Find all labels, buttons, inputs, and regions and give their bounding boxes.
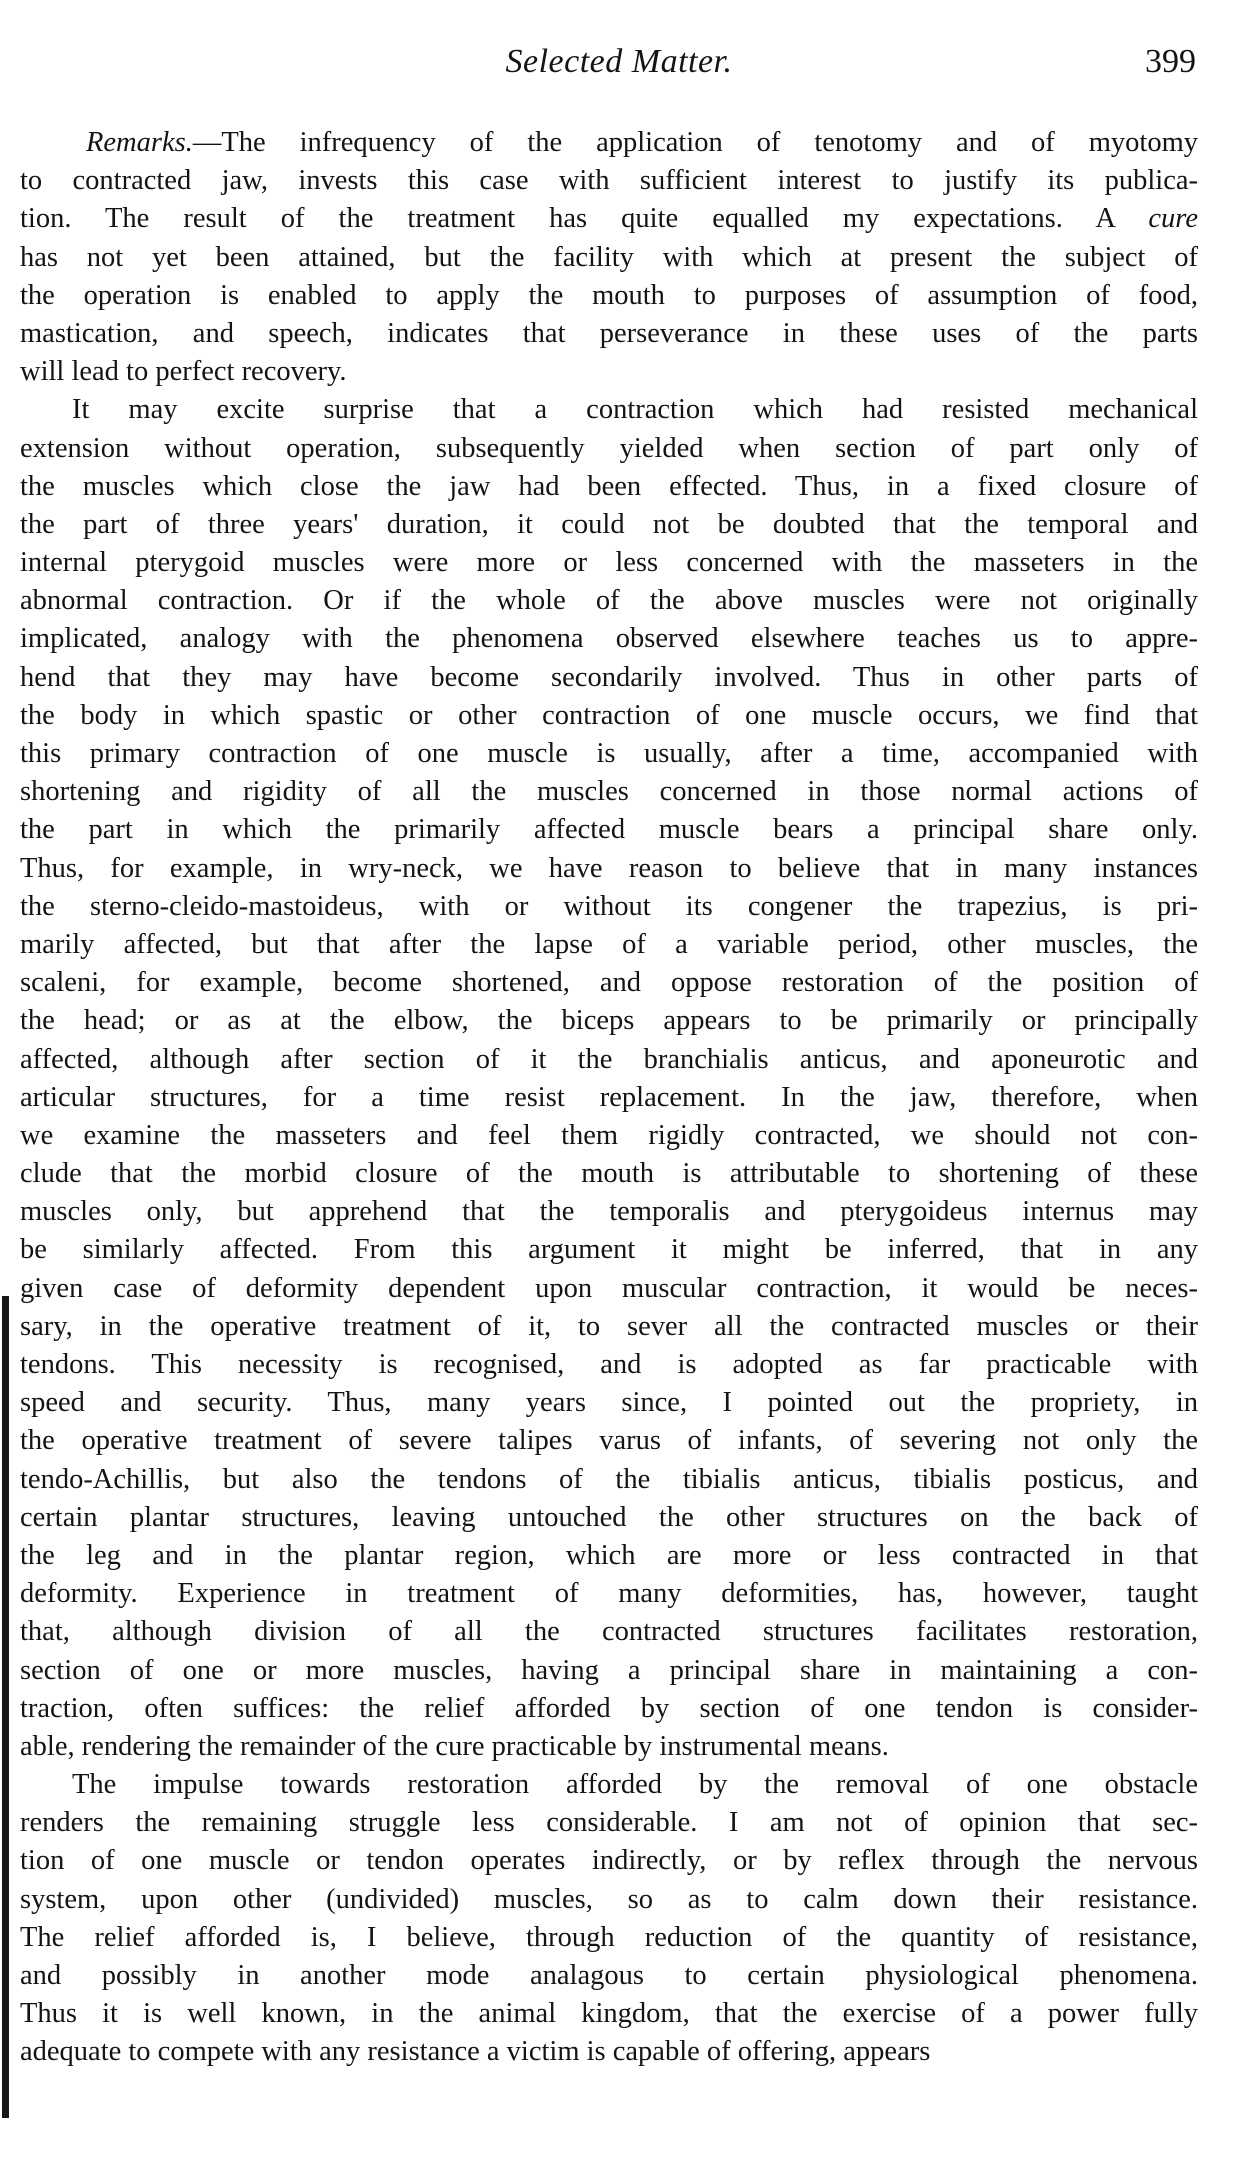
line-text: The relief afforded is, I believe, through reduction of the quantity of resistance,: [20, 1921, 1198, 1953]
text-line: [20, 773, 1198, 811]
line-text: marily affected, but that after the lapse of a variable period, other muscles, the: [20, 928, 1198, 960]
text-line: [20, 1537, 1198, 1575]
line-text: and possibly in another mode analagous to certain physiological phenomena.: [20, 1960, 1198, 1991]
line-text: The impulse towards restoration afforded by the removal of one obstacle: [72, 1769, 1198, 1801]
line-text: extension without operation, subsequently yielded when section of part only of: [20, 432, 1198, 464]
text-line: [20, 1346, 1198, 1384]
remarks-lead: Remarks.: [86, 127, 193, 158]
line-text: the part in which the primarily affected muscle bears a principal share only.: [20, 814, 1198, 846]
line-text: articular structures, for a time resist replacement. In the jaw, therefore, when: [20, 1081, 1198, 1113]
line-text: will lead to perfect recovery.: [20, 356, 347, 388]
page-header: [0, 40, 1238, 90]
text-line: [20, 468, 1198, 506]
text-line: [20, 1575, 1198, 1613]
line-text: affected, although after section of it the branchialis anticus, and aponeurotic and: [20, 1043, 1198, 1075]
text-line: [20, 1995, 1198, 2033]
text-line: [20, 162, 1198, 200]
line-text: deformity. Experience in treatment of many deformities, has, however, taught: [20, 1578, 1198, 1610]
text-line: [20, 124, 1198, 162]
line-text: adequate to compete with any resistance a victim is capable of offering, appears: [20, 2036, 931, 2068]
text-line: [20, 1422, 1198, 1460]
text-line: [20, 1041, 1198, 1079]
text-line: [20, 1613, 1198, 1651]
running-title: Selected Matter.: [505, 43, 733, 80]
text-line: [20, 1155, 1198, 1193]
text-line: [20, 544, 1198, 582]
line-text: renders the remaining struggle less considerable. I am not of opinion that sec-: [20, 1807, 1198, 1839]
line-text: traction, often suffices: the relief afforded by section of one tendon is consider-: [20, 1692, 1198, 1724]
text-line: [20, 1842, 1198, 1880]
text-line: [20, 1919, 1198, 1957]
line-text: the operation is enabled to apply the mouth to purposes of assumption of food,: [20, 279, 1198, 311]
text-line: [20, 1308, 1198, 1346]
text-line: [20, 1804, 1198, 1842]
paragraph: [20, 1766, 1198, 2072]
line-text: tion of one muscle or tendon operates indirectly, or by reflex through the nervous: [20, 1845, 1198, 1877]
text-line: [20, 1270, 1198, 1308]
text-line: [20, 391, 1198, 429]
line-text: the operative treatment of severe talipes varus of infants, of severing not only the: [20, 1425, 1198, 1457]
text-line: [20, 239, 1198, 277]
line-text: the muscles which close the jaw had been effected. Thus, in a fixed closure of: [20, 470, 1198, 502]
line-text: the head; or as at the elbow, the biceps appears to be primarily or principally: [20, 1005, 1198, 1037]
text-line: [20, 926, 1198, 964]
line-text: able, rendering the remainder of the cure practicable by instrumental means.: [20, 1730, 889, 1762]
line-text: tion. The result of the treatment has quite equalled my expectations. A: [20, 203, 1149, 235]
text-line: [20, 1117, 1198, 1155]
line-text: be similarly affected. From this argument it might be inferred, that in any: [20, 1234, 1198, 1266]
text-line: [20, 697, 1198, 735]
line-text: Thus it is well known, in the animal kingdom, that the exercise of a power fully: [20, 1998, 1198, 2030]
line-text: sary, in the operative treatment of it, to sever all the contracted muscles or their: [20, 1310, 1198, 1342]
text-line: [20, 1384, 1198, 1422]
line-text: tendo-Achillis, but also the tendons of the tibialis anticus, tibialis posticus, and: [20, 1463, 1198, 1495]
binding-shadow: [2, 1296, 9, 2118]
line-text: —The infrequency of the application of tenotomy and of myotomy: [192, 127, 1198, 158]
line-text: has not yet been attained, but the facility with which at present the subject of: [20, 241, 1198, 273]
line-text: section of one or more muscles, having a principal share in maintaining a con-: [20, 1654, 1198, 1686]
text-line: [20, 1231, 1198, 1269]
page-number: 399: [1145, 43, 1196, 80]
line-text: this primary contraction of one muscle is usually, after a time, accompanied with: [20, 738, 1198, 769]
line-text: abnormal contraction. Or if the whole of the above muscles were not originally: [20, 585, 1198, 617]
text-line: [20, 1652, 1198, 1690]
line-text: we examine the masseters and feel them rigidly contracted, we should not con-: [20, 1119, 1198, 1151]
line-text: clude that the morbid closure of the mouth is attributable to shortening of these: [20, 1158, 1198, 1190]
line-text: scaleni, for example, become shortened, and oppose restoration of the position of: [20, 967, 1198, 999]
paragraph: [20, 391, 1198, 1766]
text-line: [20, 506, 1198, 544]
italic-word: cure: [1148, 203, 1198, 235]
text-line: [20, 200, 1198, 238]
text-line: [20, 353, 1198, 391]
text-line: [20, 1690, 1198, 1728]
line-text: system, upon other (undivided) muscles, so as to calm down their resistance.: [20, 1883, 1198, 1915]
line-text: internal pterygoid muscles were more or less concerned with the masseters in the: [20, 547, 1198, 579]
line-text: certain plantar structures, leaving untouched the other structures on the back of: [20, 1501, 1198, 1533]
text-line: [20, 735, 1198, 773]
text-line: [20, 811, 1198, 849]
text-line: [20, 888, 1198, 926]
line-text: tendons. This necessity is recognised, and is adopted as far practicable with: [20, 1349, 1198, 1380]
line-text: the leg and in the plantar region, which are more or less contracted in that: [20, 1539, 1198, 1571]
line-text: muscles only, but apprehend that the temporalis and pterygoideus internus may: [20, 1196, 1198, 1228]
text-line: [20, 1002, 1198, 1040]
line-text: Thus, for example, in wry-neck, we have reason to believe that in many instances: [20, 852, 1198, 884]
paragraph: [20, 124, 1198, 391]
text-line: [20, 1499, 1198, 1537]
text-line: [20, 1079, 1198, 1117]
text-line: [20, 1193, 1198, 1231]
text-line: [20, 1461, 1198, 1499]
text-line: [20, 2033, 1198, 2071]
text-line: [20, 1728, 1198, 1766]
line-text: to contracted jaw, invests this case with sufficient interest to justify its publica-: [20, 165, 1198, 197]
line-text: speed and security. Thus, many years since, I pointed out the propriety, in: [20, 1387, 1198, 1419]
line-text: It may excite surprise that a contraction which had resisted mechanical: [72, 394, 1198, 426]
line-text: that, although division of all the contracted structures facilitates restoration,: [20, 1616, 1198, 1648]
text-line: [20, 659, 1198, 697]
line-text: the sterno-cleido-mastoideus, with or without its congener the trapezius, is pri-: [20, 890, 1198, 922]
line-text: mastication, and speech, indicates that perseverance in these uses of the parts: [20, 317, 1198, 349]
line-text: shortening and rigidity of all the muscles concerned in those normal actions of: [20, 776, 1198, 808]
text-line: [20, 1881, 1198, 1919]
line-text: the part of three years' duration, it could not be doubted that the temporal and: [20, 508, 1198, 540]
text-line: [20, 277, 1198, 315]
text-line: [20, 850, 1198, 888]
text-line: [20, 582, 1198, 620]
text-line: [20, 430, 1198, 468]
line-text: implicated, analogy with the phenomena observed elsewhere teaches us to appre-: [20, 623, 1198, 655]
text-line: [20, 1766, 1198, 1804]
text-line: [20, 620, 1198, 658]
body-text: [20, 124, 1198, 2072]
text-line: [20, 964, 1198, 1002]
text-line: [20, 1957, 1198, 1995]
text-line: [20, 315, 1198, 353]
line-text: the body in which spastic or other contraction of one muscle occurs, we find that: [20, 699, 1198, 731]
line-text: hend that they may have become secondarily involved. Thus in other parts of: [20, 661, 1198, 693]
line-text: given case of deformity dependent upon muscular contraction, it would be neces-: [20, 1272, 1198, 1304]
